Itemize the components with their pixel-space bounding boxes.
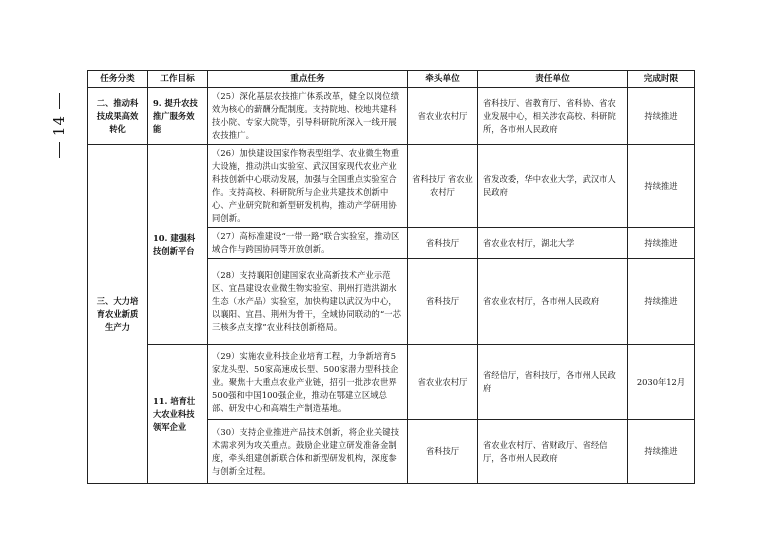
task-cell: （26）加快建设国家作物表型组学、农业微生物重大设施，推动洪山实验室、武汉国家现代农业产业科技创新中心联动发展，加强与全国重点实验室合作。支持高校、科研院所与企业共建技术创新中心、产业研究院和新型研发机构，推动产学研用协同创新。	[208, 145, 408, 228]
responsible-unit-cell: 省经信厅，省科技厅，各市州人民政府	[478, 345, 628, 420]
header-lead-unit: 牵头单位	[408, 71, 478, 88]
deadline-cell: 持续推进	[628, 145, 695, 228]
responsible-unit-cell: 省农业农村厅，各市州人民政府	[478, 259, 628, 345]
responsible-unit-cell: 省科技厅、省教育厅、省科协、省农业发展中心，相关涉农高校、科研院所，各市州人民政府	[478, 88, 628, 145]
lead-unit-cell: 省农业农村厅	[408, 345, 478, 420]
page-number-dash-top	[59, 93, 60, 109]
deadline-cell: 持续推进	[628, 88, 695, 145]
table-row	[88, 88, 695, 145]
task-cell: （28）支持襄阳创建国家农业高新技术产业示范区、宜昌建设农业微生物实验室、荆州打造洪湖水生态（水产品）实验室，加快构建以武汉为中心，以襄阳、宜昌、荆州为骨干，全域协同联动的“一芯三核多点支撑”农业科技创新格局。	[208, 259, 408, 345]
page-number-vertical	[48, 93, 70, 179]
task-table	[87, 70, 695, 484]
lead-unit-cell: 省科技厅 省农业农村厅	[408, 145, 478, 228]
responsible-unit-cell: 省农业农村厅、省财政厅、省经信厅，各市州人民政府	[478, 420, 628, 484]
deadline-cell: 持续推进	[628, 420, 695, 484]
task-cell: （30）支持企业推进产品技术创新，将企业关键技术需求列为攻关重点。鼓励企业建立研发准备金制度，牵头组建创新联合体和新型研发机构，深度参与创新全过程。	[208, 420, 408, 484]
category-cell: 三、大力培育农业新质生产力	[88, 145, 148, 484]
task-cell: （25）深化基层农技推广体系改革，健全以岗位绩效为核心的薪酬分配制度。支持院地、校地共建科技小院、专家大院等，引导科研院所深入一线开展农技推广。	[208, 88, 408, 145]
page-number-dash-bottom	[59, 142, 60, 158]
header-category: 任务分类	[88, 71, 148, 88]
responsible-unit-cell: 省发改委，华中农业大学，武汉市人民政府	[478, 145, 628, 228]
header-task: 重点任务	[208, 71, 408, 88]
goal-cell: 9. 提升农技推广服务效能	[148, 88, 208, 145]
table-row	[88, 145, 695, 228]
goal-cell: 10. 建强科技创新平台	[148, 145, 208, 345]
lead-unit-cell: 省科技厅	[408, 228, 478, 259]
table-header-row	[88, 71, 695, 88]
deadline-cell: 2030年12月	[628, 345, 695, 420]
header-deadline: 完成时限	[628, 71, 695, 88]
deadline-cell: 持续推进	[628, 259, 695, 345]
task-cell: （27）高标准建设“一带一路”联合实验室，推动区域合作与跨国协同等开放创新。	[208, 228, 408, 259]
task-cell: （29）实施农业科技企业培育工程，力争新培育5家龙头型、50家高速成长型、500家潜力型科技企业。聚焦十大重点农业产业链，招引一批涉农世界500强和中国100强企业，推动在鄂建立区域总部、研发中心和高端生产制造基地。	[208, 345, 408, 420]
responsible-unit-cell: 省农业农村厅，湖北大学	[478, 228, 628, 259]
lead-unit-cell: 省科技厅	[408, 259, 478, 345]
page-number: 14	[50, 115, 68, 137]
header-goal: 工作目标	[148, 71, 208, 88]
header-responsible-unit: 责任单位	[478, 71, 628, 88]
goal-cell: 11. 培育壮大农业科技领军企业	[148, 345, 208, 484]
category-cell: 二、推动科技成果高效转化	[88, 88, 148, 145]
lead-unit-cell: 省农业农村厅	[408, 88, 478, 145]
deadline-cell: 持续推进	[628, 228, 695, 259]
lead-unit-cell: 省科技厅	[408, 420, 478, 484]
table-row	[88, 345, 695, 420]
